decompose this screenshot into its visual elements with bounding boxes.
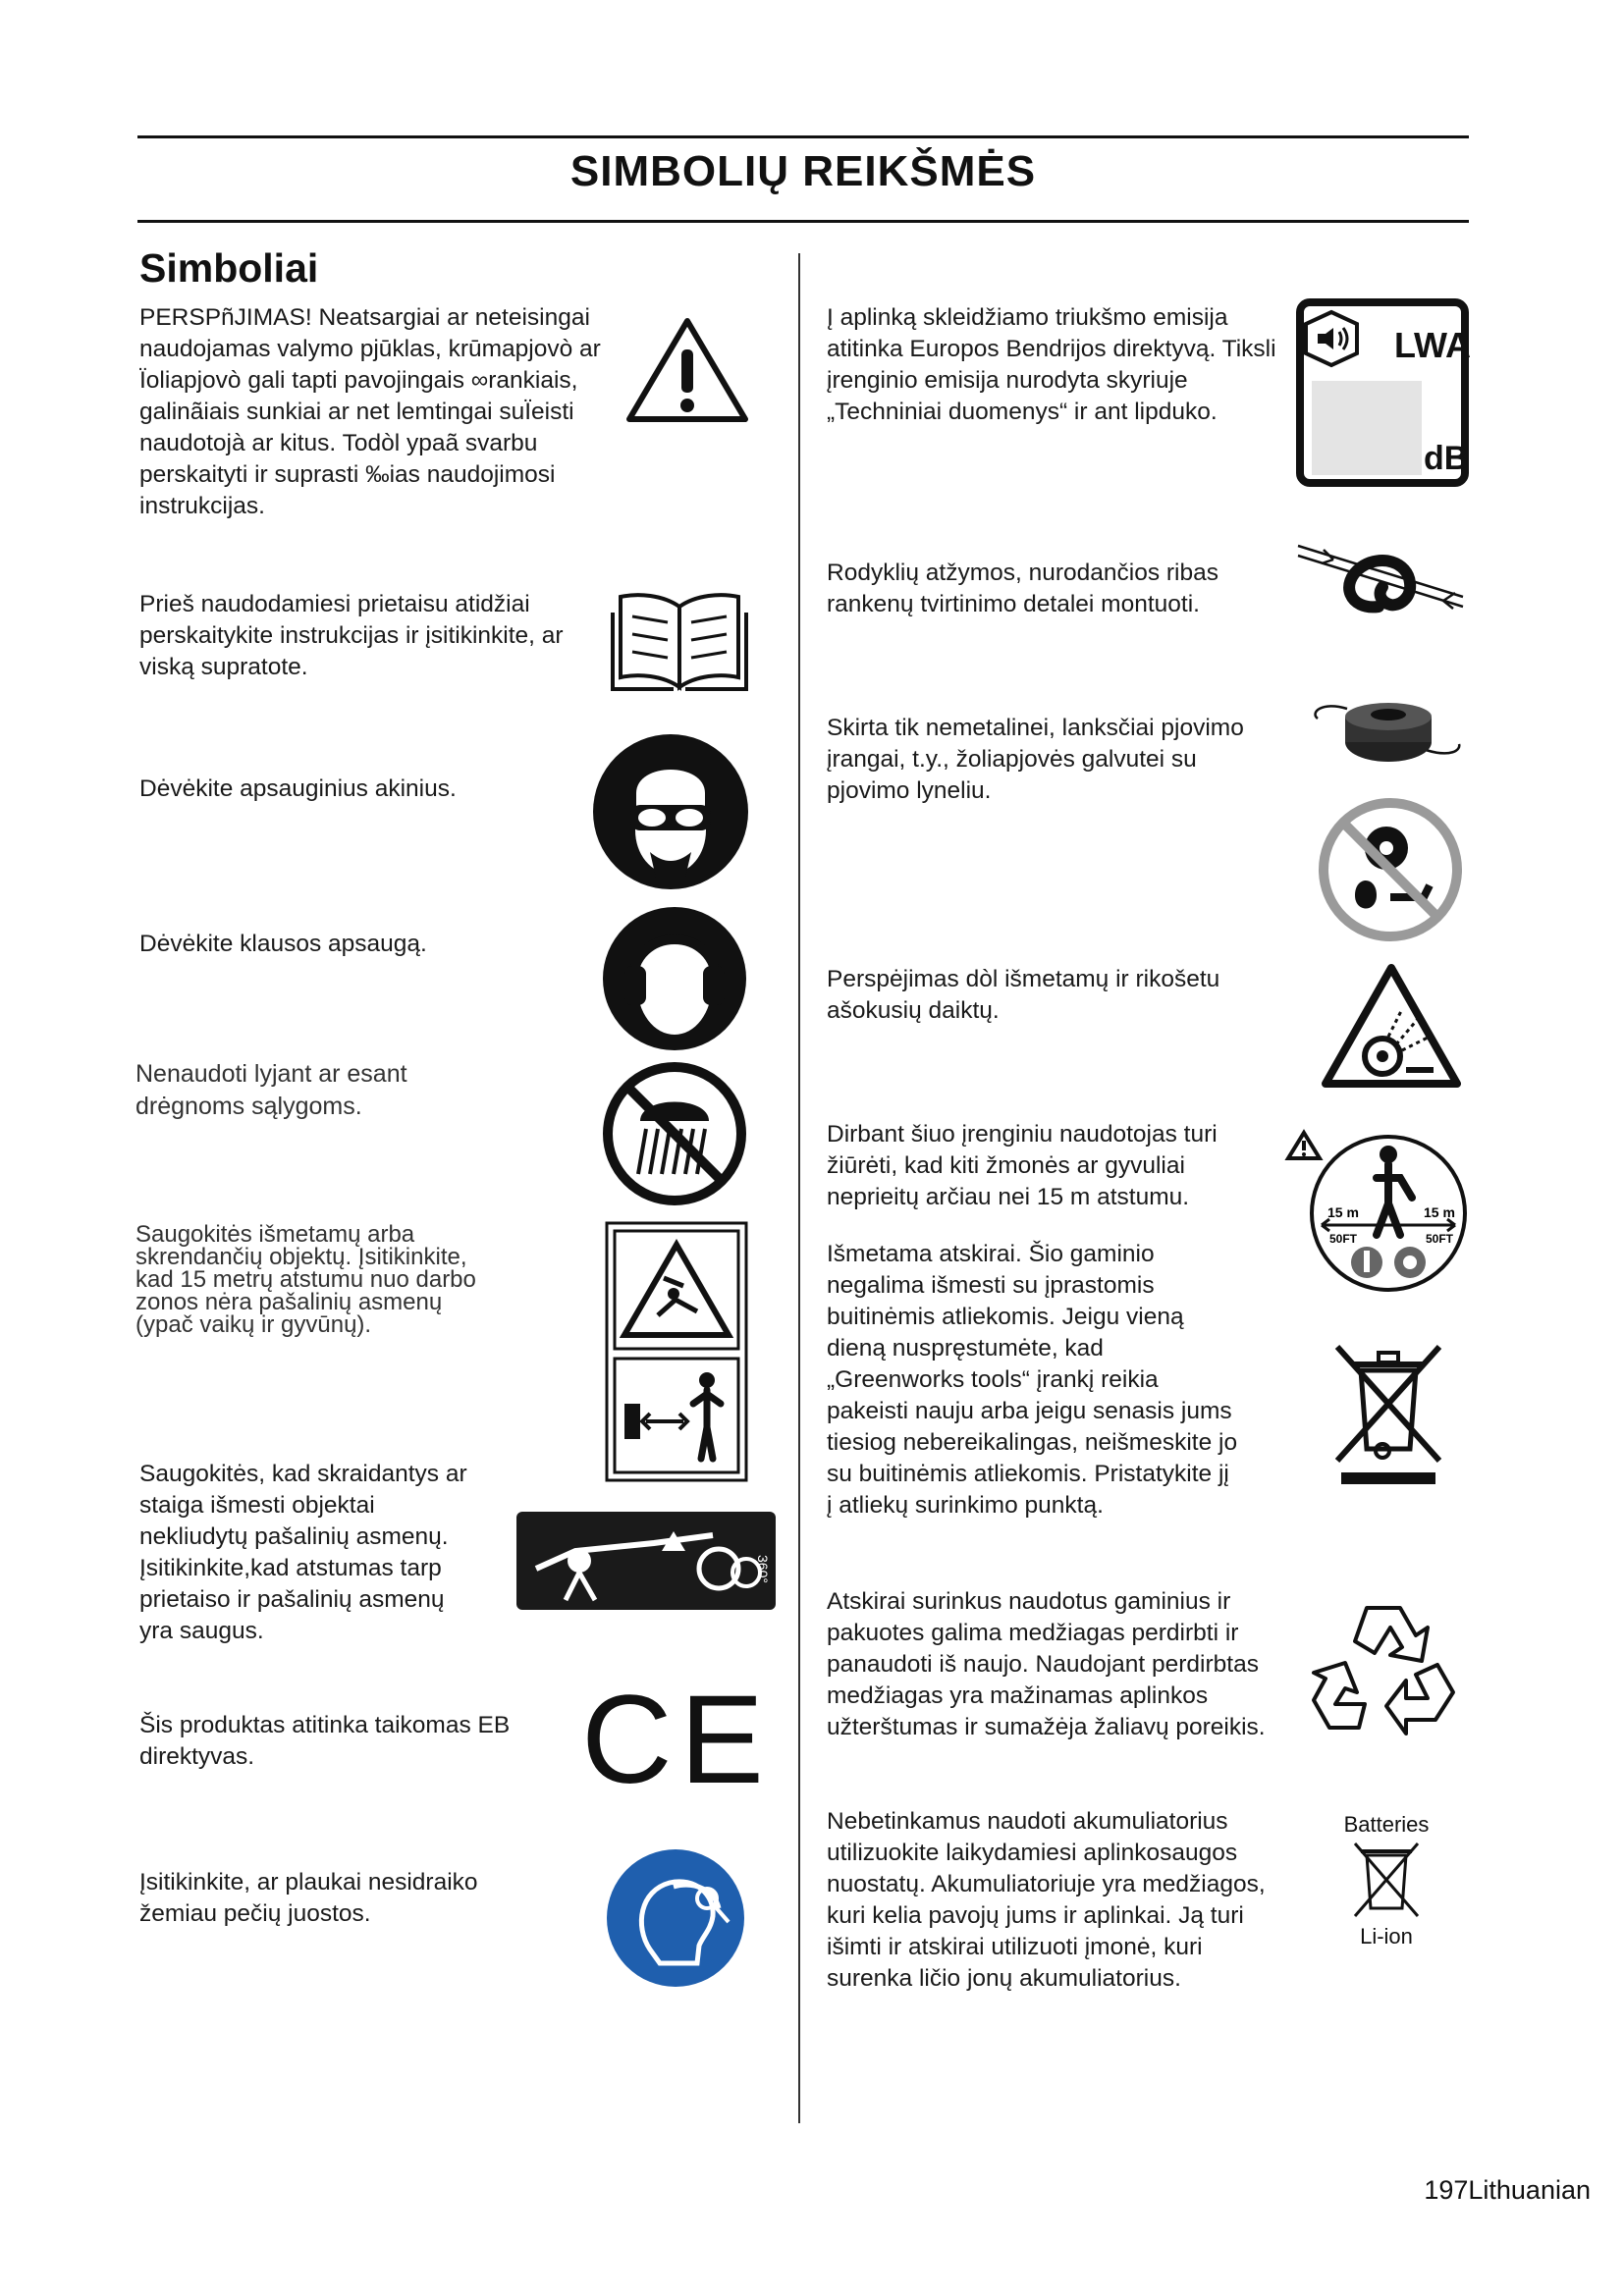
page-number: 197Lithuanian	[1424, 2175, 1591, 2205]
battery-label-top: Batteries	[1343, 1812, 1430, 1837]
no-metal-blade-icon	[1316, 795, 1465, 944]
noise-lwa-text: LWA	[1394, 325, 1471, 365]
distance-left-m: 15 m	[1327, 1204, 1359, 1220]
battery-label-bottom: Li-ion	[1360, 1924, 1413, 1949]
title-rule	[137, 220, 1469, 223]
noise-db-text: dB	[1424, 440, 1469, 477]
noise-level-icon	[1296, 298, 1469, 487]
warning-text: PERSPñJIMAS! Neatsargiai ar neteisingai naudojamas valymo pjūklas, krūmapjovò ar Ïoliapjovò gali tapti pavojingais ∞rankiais, galinãiais sunkiai ar net lemtingai suÏeisti naudotojà ar kitus. Todòl ypaã svarbu perskaityti ir suprasti ‰ias naudojimosi instrukcijas.	[139, 304, 601, 519]
tie-hair-icon	[605, 1847, 746, 1989]
distance-right-ft: 50FT	[1426, 1232, 1454, 1246]
trimmer-label-text: 360°	[755, 1555, 771, 1583]
bystander-text: Dirbant šiuo įrenginiu naudotojas turi žiūrėti, kad kiti žmonės ar gyvuliai neprieitų arčiau nei 15 m atstumu.	[827, 1121, 1218, 1210]
ce-mark-icon	[581, 1670, 772, 1810]
thrown-text: Saugokitės išmetamų arba skrendančių objektų. Įsitikinkite, kad 15 metrų atstumu nuo darbo zonos nėra pašalinių asmenų (ypač vaikų ir gyvūnų).	[135, 1221, 476, 1338]
instruction-book-icon	[609, 587, 750, 697]
ce-text: Šis produktas atitinka taikomas EB direktyvas.	[139, 1712, 511, 1770]
warning-triangle-icon	[624, 316, 750, 424]
distance-left-ft: 50FT	[1329, 1232, 1358, 1246]
page-title: SIMBOLIŲ REIKŠMĖS	[569, 147, 1037, 195]
column-divider	[798, 253, 800, 2123]
rain-text: Nenaudoti lyjant ar esant drėgnoms sąlygoms.	[135, 1060, 407, 1120]
battery-text: Nebetinkamus naudoti akumuliatorius utilizuokite laikydamiesi aplinkosaugos nuostatų. Akumuliatoriuje yra medžiagos, kuri kelia pavojų jums ir aplinkai. Ją turi išimti ir atskirai utilizuoti įmonė, kuri surenka ličio jonų akumuliatorius.	[827, 1808, 1266, 1992]
ricochet-text: Perspėjimas dòl išmetamų ir rikošetu ašokusių daiktų.	[827, 966, 1220, 1024]
line-text: Skirta tik nemetalinei, lanksčiai pjovimo įrangai, t.y., žoliapjovės galvutei su pjovimo lyneliu.	[827, 715, 1244, 804]
ricochet-warning-icon	[1320, 962, 1463, 1092]
top-rule	[137, 135, 1469, 138]
trimmer-head-icon	[1304, 695, 1469, 772]
arrows-text: Rodyklių atžymos, nurodančios ribas rankenų tvirtinimo detalei montuoti.	[827, 560, 1218, 617]
noise-text: Į aplinką skleidžiamo triukšmo emisija atitinka Europos Bendrijos direktyvą. Tiksli įrenginio emisija nurodyta skyriuje „Techniniai duomenys“ ir ant lipduko.	[827, 304, 1276, 425]
handle-bracket-arrows-icon	[1296, 536, 1469, 624]
manual-text: Prieš naudodamiesi prietaisu atidžiai perskaitykite instrukcijas ir įsitikinkite, ar viską supratote.	[139, 591, 564, 680]
goggles-text: Dėvėkite apsauginius akinius.	[139, 775, 457, 802]
crossed-bin-icon	[1327, 1341, 1449, 1488]
no-rain-icon	[601, 1060, 748, 1207]
ear-protection-icon	[601, 905, 748, 1052]
hair-text: Įsitikinkite, ar plaukai nesidraiko žemiau pečių juostos.	[139, 1869, 478, 1927]
battery-disposal-icon	[1327, 1814, 1445, 1951]
bystander-distance-icon	[1282, 1129, 1469, 1294]
trimmer-label-icon	[516, 1512, 776, 1610]
weee-text: Išmetama atskirai. Šio gaminio negalima išmesti su įprastomis buitinėmis atliekomis. Jeigu vieną dieną nuspręstumėte, kad „Greenworks tools“ įrankį reikia pakeisti nauju arba jeigu senasis jums tiesiog nebereikalingas, neišmeskite jo su buitinėmis atliekomis. Pristatykite jį į atliekų surinkimo punktą.	[827, 1241, 1238, 1519]
distance-right-m: 15 m	[1424, 1204, 1455, 1220]
flying-text: Saugokitės, kad skraidantys ar staiga išmesti objektai nekliudytų pašalinių asmenų. Įsitikinkite,kad atstumas tarp prietaiso ir pašalinių asmenų yra saugus.	[139, 1461, 467, 1644]
ce-mark-text: CE	[581, 1670, 772, 1810]
ear-text: Dėvėkite klausos apsaugą.	[139, 931, 427, 957]
thrown-objects-distance-icon	[605, 1221, 748, 1482]
section-title: Simboliai	[139, 245, 319, 291]
safety-goggles-icon	[591, 732, 750, 891]
recycle-text: Atskirai surinkus naudotus gaminius ir pakuotes galima medžiagas perdirbti ir panaudoti iš naujo. Naudojant perdirbtas medžiagas yra mažinamas aplinkos užterštumas ir sumažėja žaliavų poreikis.	[827, 1588, 1266, 1740]
recycle-icon	[1310, 1598, 1457, 1737]
